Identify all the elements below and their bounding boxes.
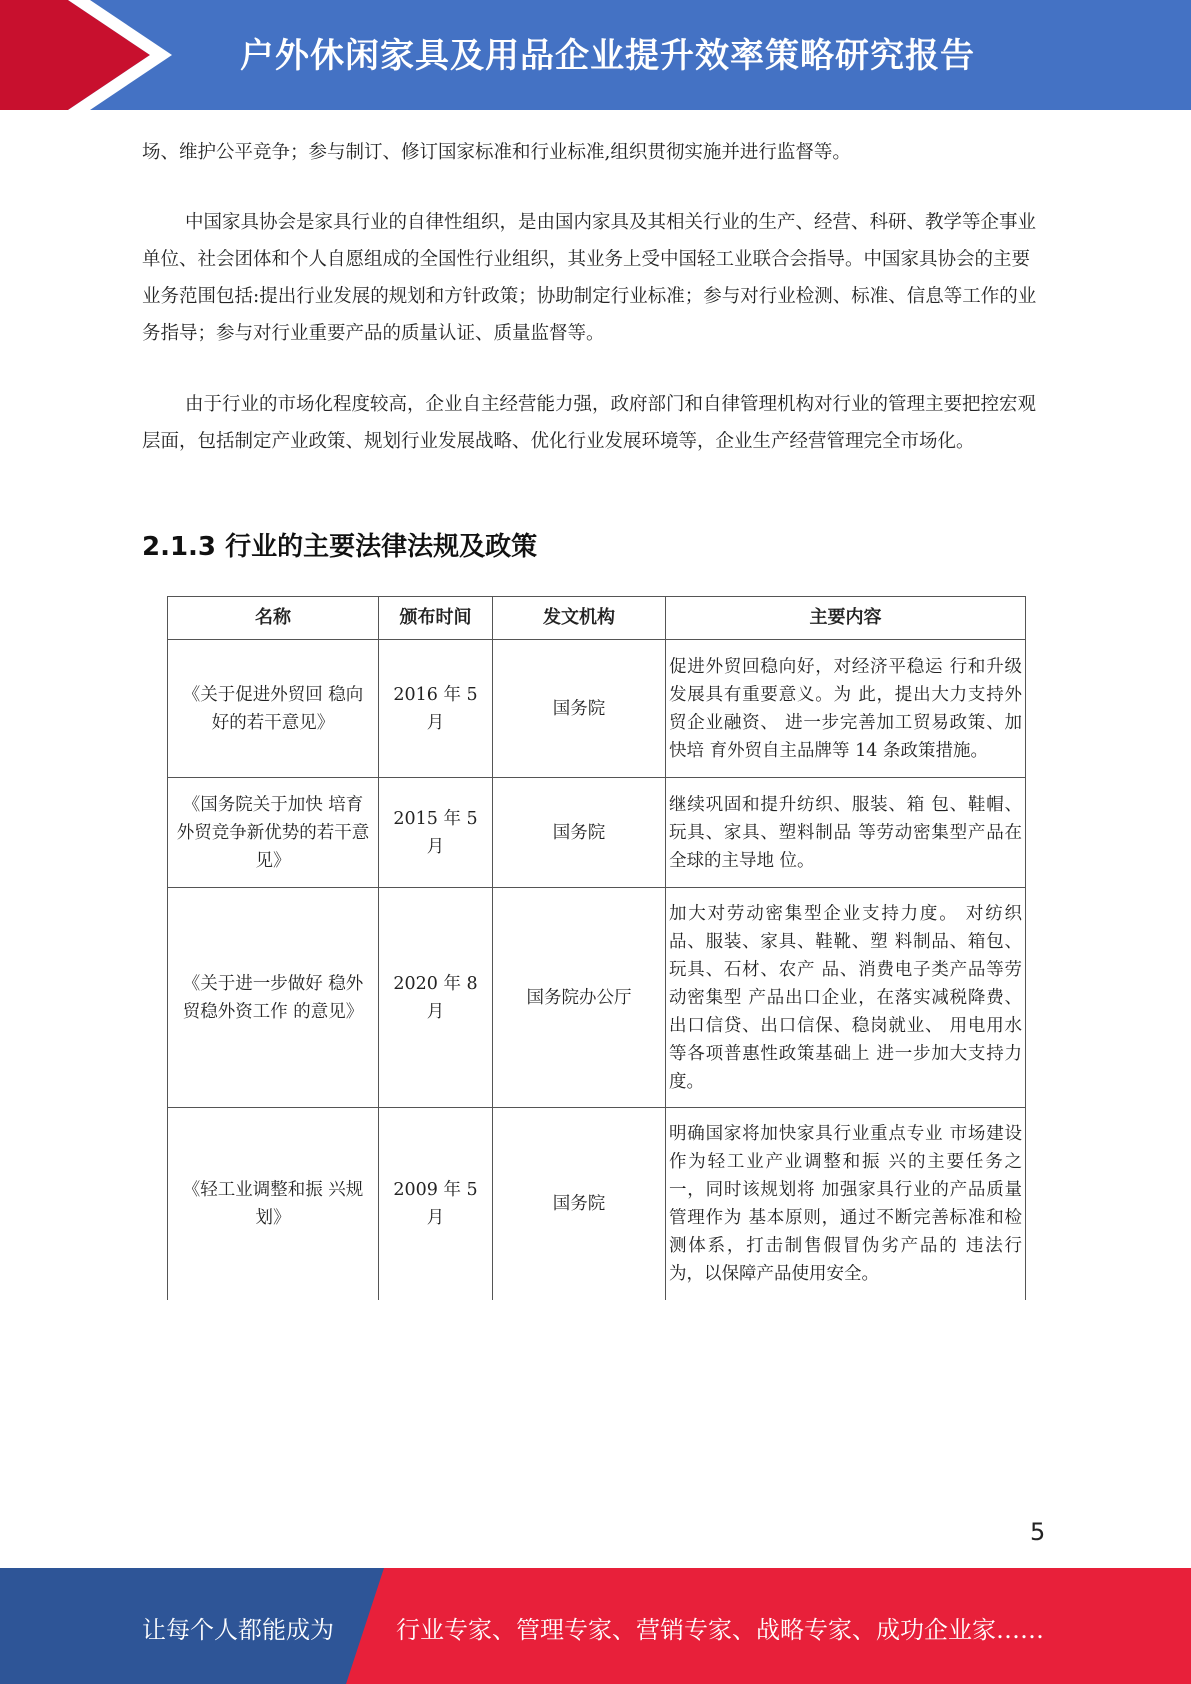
header-content: 主要内容 xyxy=(666,597,1026,640)
policy-name: 《关于进一步做好 稳外贸稳外资工作 的意见》 xyxy=(168,888,379,1108)
paragraph-2: 中国家具协会是家具行业的自律性组织，是由国内家具及其相关行业的生产、经营、科研、教学等企事业单位、社会团体和个人自愿组成的全国性行业组织，其业务上受中国轻工业联合会指导。中国家具协会的主要业务范围包括:提出行业发展的规划和方针政策；协助制定行业标准；参与对行业检测、标准、信息等工作的业务指导；参与对行业重要产品的质量认证、质量监督等。 xyxy=(142,212,1037,344)
header-name: 名称 xyxy=(168,597,379,640)
table-row xyxy=(168,888,1026,1108)
policy-date: 2009 年 5 月 xyxy=(379,1108,493,1300)
policy-name: 《国务院关于加快 培育外贸竞争新优势的若干意见》 xyxy=(168,778,379,888)
header-date: 颁布时间 xyxy=(379,597,493,640)
footer-slogan-right: 行业专家、管理专家、营销专家、战略专家、成功企业家…… xyxy=(396,1616,1044,1644)
policy-org: 国务院 xyxy=(493,1108,666,1300)
header-banner xyxy=(0,0,1191,110)
policy-date: 2015 年 5 月 xyxy=(379,778,493,888)
table-header-row xyxy=(168,597,1026,640)
policy-org: 国务院 xyxy=(493,778,666,888)
footer-banner xyxy=(0,1568,1191,1684)
policy-date: 2016 年 5 月 xyxy=(379,640,493,778)
section-heading: 2.1.3 行业的主要法律法规及政策 xyxy=(142,532,538,562)
table-row xyxy=(168,640,1026,778)
report-title: 户外休闲家具及用品企业提升效率策略研究报告 xyxy=(240,36,975,76)
policy-name: 《关于促进外贸回 稳向好的若干意见》 xyxy=(168,640,379,778)
policy-org: 国务院 xyxy=(493,640,666,778)
policy-table xyxy=(167,596,1026,1300)
policy-content: 明确国家将加快家具行业重点专业 市场建设作为轻工业产业调整和振 兴的主要任务之一，同时该规划将 加强家具行业的产品质量管理作为 基本原则，通过不断完善标准和检 测体系，打击制售假冒伪劣产品的 违法行为，以保障产品使用安全。 xyxy=(666,1108,1026,1300)
policy-date: 2020 年 8 月 xyxy=(379,888,493,1108)
policy-name: 《轻工业调整和振 兴规划》 xyxy=(168,1108,379,1300)
policy-org: 国务院办公厅 xyxy=(493,888,666,1108)
policy-content: 促进外贸回稳向好，对经济平稳运 行和升级发展具有重要意义。为 此，提出大力支持外贸企业融资、 进一步完善加工贸易政策、加快培 育外贸自主品牌等 14 条政策措施。 xyxy=(666,640,1026,778)
table-row xyxy=(168,778,1026,888)
table-row xyxy=(168,1108,1026,1300)
footer-slogan-left: 让每个人都能成为 xyxy=(142,1616,334,1644)
policy-content: 加大对劳动密集型企业支持力度。 对纺织品、服装、家具、鞋靴、塑 料制品、箱包、玩具、石材、农产 品、消费电子类产品等劳动密集型 产品出口企业，在落实减税降费、 出口信贷、出口信保、稳岗就业、 用电用水等各项普惠性政策基础上 进一步加大支持力度。 xyxy=(666,888,1026,1108)
header-org: 发文机构 xyxy=(493,597,666,640)
policy-content: 继续巩固和提升纺织、服装、箱 包、鞋帽、玩具、家具、塑料制品 等劳动密集型产品在全球的主导地 位。 xyxy=(666,778,1026,888)
paragraph-3: 由于行业的市场化程度较高，企业自主经营能力强，政府部门和自律管理机构对行业的管理主要把控宏观层面，包括制定产业政策、规划行业发展战略、优化行业发展环境等，企业生产经营管理完全市场化。 xyxy=(142,394,1037,452)
page-number: 5 xyxy=(1030,1518,1046,1546)
paragraph-1: 场、维护公平竞争；参与制订、修订国家标准和行业标准,组织贯彻实施并进行监督等。 xyxy=(142,142,851,163)
